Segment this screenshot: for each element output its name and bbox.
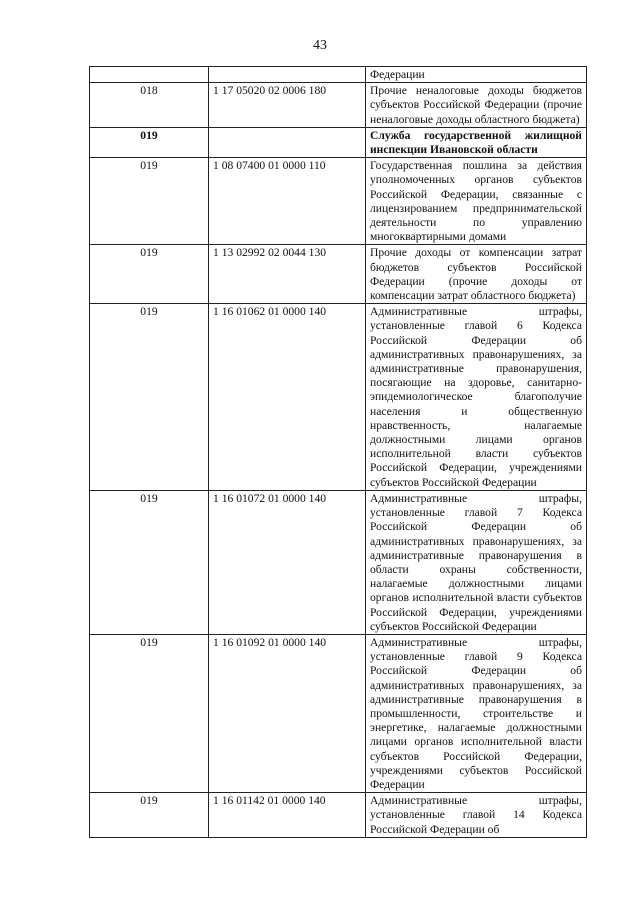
- admin-code-cell: 019: [90, 793, 209, 838]
- page-number: 43: [313, 38, 327, 53]
- table-row: [90, 634, 587, 792]
- budget-code-cell: 1 08 07400 01 0000 110: [209, 158, 366, 245]
- table-row: [90, 67, 587, 83]
- admin-code-cell: 019: [90, 127, 209, 157]
- budget-code-cell: 1 16 01072 01 0000 140: [209, 490, 366, 634]
- table-row: [90, 490, 587, 634]
- budget-code-cell: 1 16 01142 01 0000 140: [209, 793, 366, 838]
- admin-code-cell: 018: [90, 83, 209, 128]
- revenue-name-cell: Административные штрафы, установленные главой 7 Кодекса Российской Федерации об административных правонарушениях, за административные правонарушения в области охраны собственности, налагаемые должностными лицами органов исполнительной власти субъектов Российской Федерации, учреждениями субъектов Российской Федерации: [366, 490, 587, 634]
- table-row: [90, 158, 587, 245]
- revenue-name-cell: Административные штрафы, установленные главой 14 Кодекса Российской Федерации об: [366, 793, 587, 838]
- revenue-table: [89, 66, 587, 838]
- admin-code-cell: 019: [90, 304, 209, 491]
- admin-code-cell: [90, 67, 209, 83]
- admin-code-cell: 019: [90, 490, 209, 634]
- budget-code-cell: [209, 127, 366, 157]
- revenue-name-cell: Административные штрафы, установленные главой 9 Кодекса Российской Федерации об административных правонарушениях, за административные правонарушения в промышленности, строительстве и энергетике, налагаемые должностными лицами органов исполнительной власти субъектов Российской Федерации, учреждениями субъектов Российской Федерации: [366, 634, 587, 792]
- revenue-name-cell: Прочие доходы от компенсации затрат бюджетов субъектов Российской Федерации (прочие доходы от компенсации затрат областного бюджета): [366, 245, 587, 304]
- budget-code-cell: 1 16 01092 01 0000 140: [209, 634, 366, 792]
- revenue-name-cell: Прочие неналоговые доходы бюджетов субъектов Российской Федерации (прочие неналоговые доходы областного бюджета): [366, 83, 587, 128]
- revenue-name-cell: Федерации: [366, 67, 587, 83]
- budget-code-cell: 1 17 05020 02 0006 180: [209, 83, 366, 128]
- table-row: [90, 304, 587, 491]
- table-row: [90, 245, 587, 304]
- revenue-name-cell: Административные штрафы, установленные главой 6 Кодекса Российской Федерации об административных правонарушениях, за административные правонарушения, посягающие на здоровье, санитарно-эпидемиологическое благополучие населения и общественную нравственность, налагаемые должностными лицами органов исполнительной власти субъектов Российской Федерации, учреждениями субъектов Российской Федерации: [366, 304, 587, 491]
- budget-code-cell: 1 16 01062 01 0000 140: [209, 304, 366, 491]
- section-header-row: [90, 127, 587, 157]
- table-row: [90, 793, 587, 838]
- agency-name-cell: Служба государственной жилищной инспекции Ивановской области: [366, 127, 587, 157]
- revenue-name-cell: Государственная пошлина за действия уполномоченных органов субъектов Российской Федерации, связанные с лицензированием предпринимательской деятельности по управлению многоквартирными домами: [366, 158, 587, 245]
- admin-code-cell: 019: [90, 634, 209, 792]
- admin-code-cell: 019: [90, 158, 209, 245]
- budget-code-cell: 1 13 02992 02 0044 130: [209, 245, 366, 304]
- table-row: [90, 83, 587, 128]
- admin-code-cell: 019: [90, 245, 209, 304]
- budget-code-cell: [209, 67, 366, 83]
